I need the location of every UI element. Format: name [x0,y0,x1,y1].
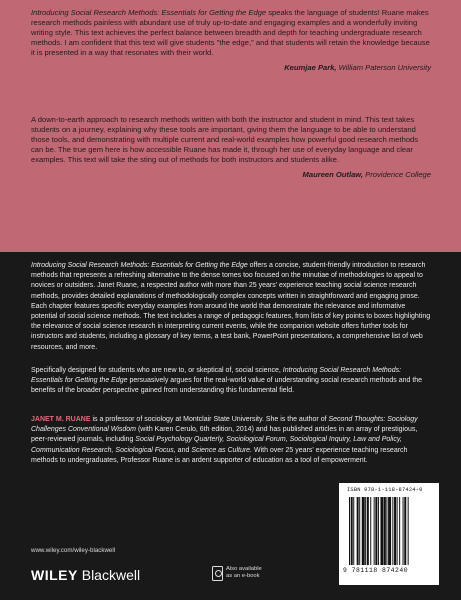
isbn-label: ISBN 978-1-118-87424-0 [347,487,423,493]
isbn-barcode-box [339,483,439,585]
description-paragraph-1: Introducing Social Research Methods: Essentials for Getting the Edge offers a concise, student-friendly introduction to research methods that represents a refreshing alternative to the dense tomes too focused on the minutiae of methodologies to appeal to novices or outsiders. Janet Ruane, a respected author with more than 25 years' experience teaching social science research methods, provides detailed explanations of methodologically complex concepts written in straightforward and engaging prose. Each chapter features specific everyday examples from around the world that demonstrate the relevance and informative potential of social science methods. The text includes a range of pedagogic features, from lists of key points to boxes highlighting the relevance of social science research in interpreting current events, while the companion website offers further tools for instructors and students, including a glossary of key terms, a test bank, PowerPoint presentations, a comprehensive list of web resources, and more. [31,262,431,351]
endorsement-2-text: A down-to-earth approach to research methods written with both the instructor and student in mind. This text takes students on a journey, explaining why these tools are important, giving them the language to be able to understand those tools, and demonstrating with multiple current and real-world examples how powerful good research methods can be. The true gem here is how accessible Ruane has made it, through her use of everyday language and clear examples. This text will take the sting out of methods for both instructors and students alike. [31,115,419,165]
description-paragraph-2: Specifically designed for students who are new to, or skeptical of, social science, Introducing Social Research Methods: Essentials for Getting the Edge persuasively argues for the real-world value of understanding social research methods and the benefits of the broader perspective gained from understanding this fundamental field. [31,367,423,395]
endorsement-1-text: Introducing Social Research Methods: Essentials for Getting the Edge speaks the language of students! Ruane makes research methods painless with abundant use of truly up-to-date and engaging examples and a wonderfully inviting writing style. This text achieves the perfect balance between breadth and depth for teaching undergraduate research methods. I am confident that this text will give students "the edge," and that students will retain the knowledge because it is presented in a way that resonates with their world. [31,8,430,58]
barcode-graphic [349,497,429,565]
barcode-number: 9 781118 874240 [343,567,409,574]
endorsement-1-attribution: Keumjae Park, William Paterson University [284,63,431,73]
endorsement-2 [31,115,431,181]
author-bio: JANET M. RUANE is a professor of sociology at Montclair State University. She is the author of Second Thoughts: Sociology Challenges Conventional Wisdom (with Karen Cerulo, 6th edition, 2014) and has published articles in an array of prestigious, peer-reviewed journals, including Social Psychology Quarterly, Sociological Forum, Sociological Inquiry, Law and Policy, Communication Research, Sociological Focus, and Science as Culture. With over 25 years' experience teaching research methods to undergraduates, Professor Ruane is an ardent supporter of education as a tool of empowerment. [31,416,418,464]
ebook-icon [212,566,223,581]
ebook-note: Also available as an e-book [226,566,262,580]
endorsement-2-attribution: Maureen Outlaw, Providence College [302,170,431,180]
endorsements-panel [0,0,461,252]
endorsement-1 [31,8,431,74]
publisher-logo: WILEY Blackwell [31,567,141,583]
publisher-url[interactable]: www.wiley.com/wiley-blackwell [31,547,116,554]
author-name: JANET M. RUANE [31,416,91,423]
